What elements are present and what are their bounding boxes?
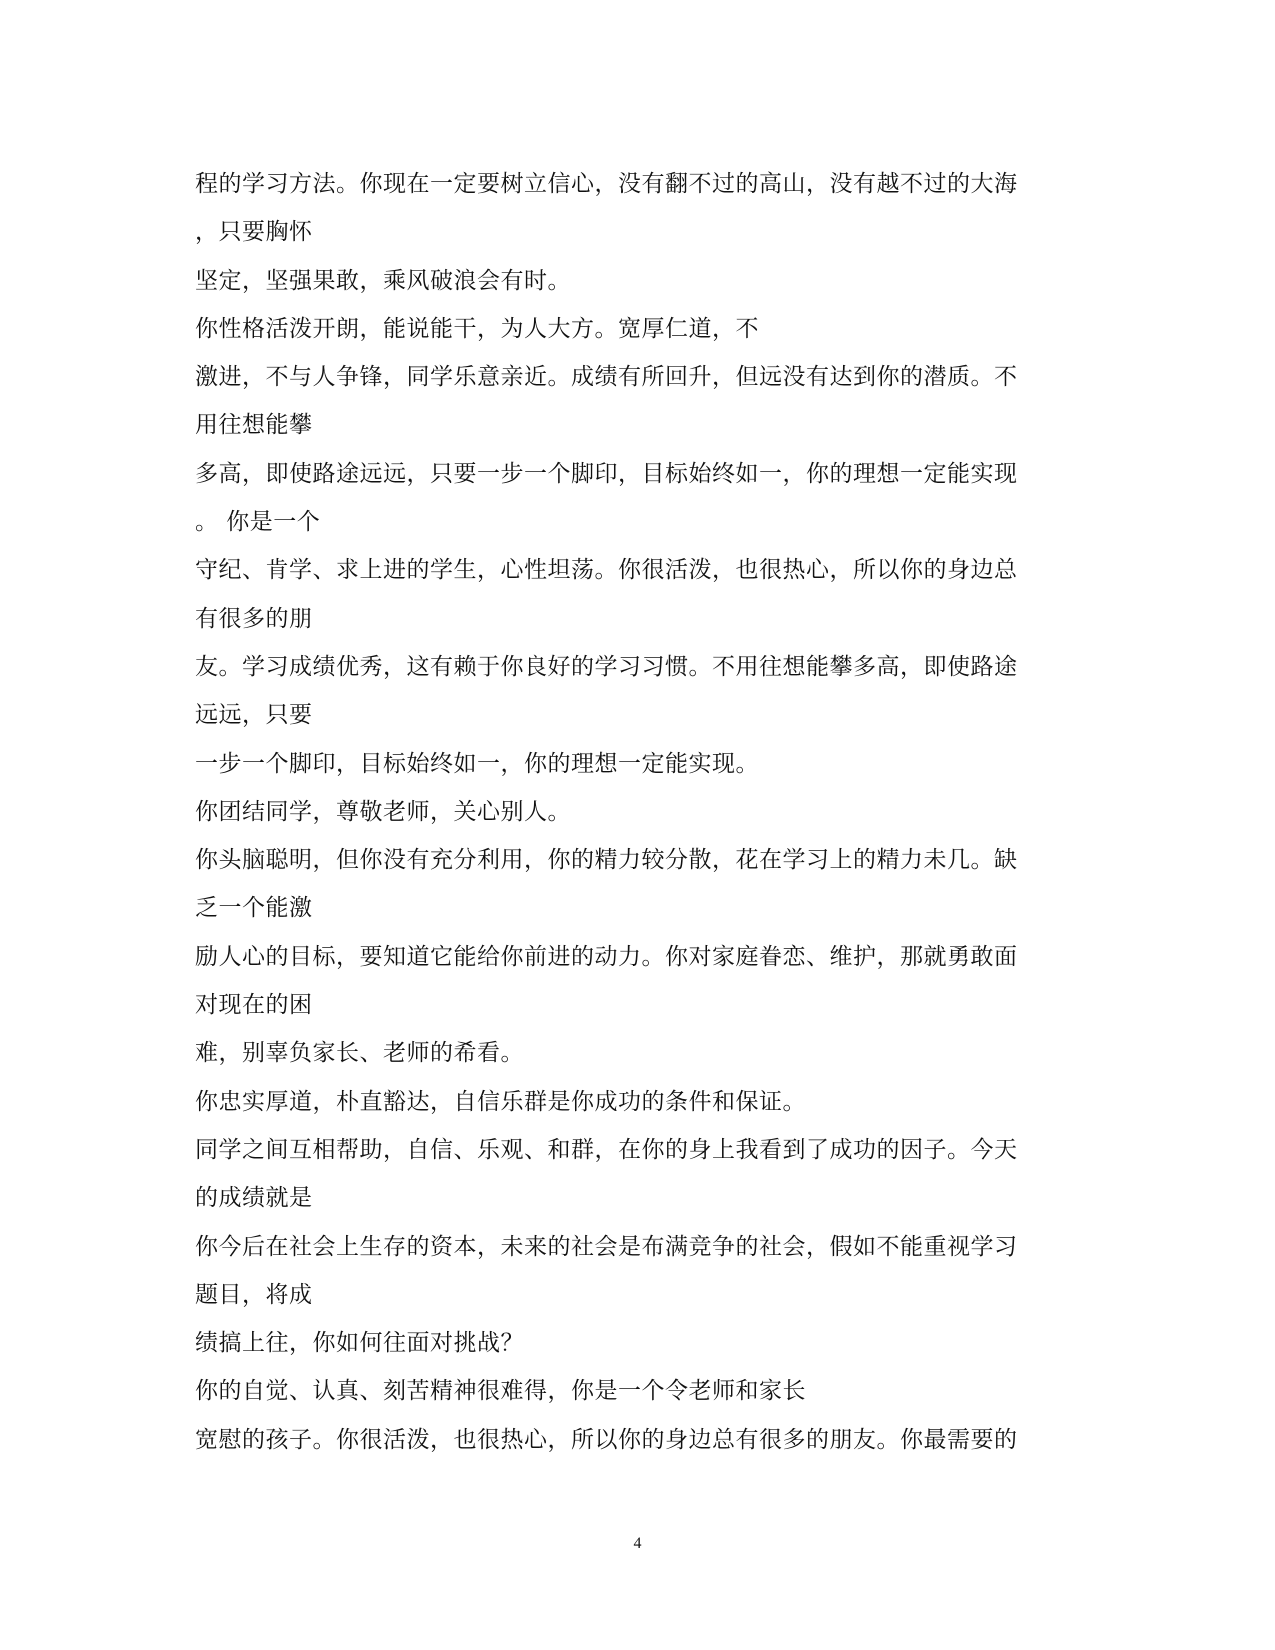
text-line: 程的学习方法。你现在一定要树立信心，没有翻不过的高山，没有越不过的大海	[195, 171, 1018, 197]
text-line: 你团结同学，尊敬老师，关心别人。	[195, 798, 571, 825]
text-line: 坚定，坚强果敢，乘风破浪会有时。	[195, 267, 571, 294]
text-line: 守纪、肯学、求上进的学生，心性坦荡。你很活泼，也很热心，所以你的身边总	[195, 557, 1018, 584]
text-line: 有很多的朋	[195, 605, 313, 632]
text-line: 多高，即使路途远远，只要一步一个脚印，目标始终如一，你的理想一定能实现	[195, 460, 1018, 487]
text-line: 难，别辜负家长、老师的希看。	[195, 1040, 524, 1067]
text-line: 你头脑聪明，但你没有充分利用，你的精力较分散，花在学习上的精力未几。缺	[195, 847, 1018, 874]
page-number: 4	[633, 1535, 642, 1552]
text-line: 你的自觉、认真、刻苦精神很难得，你是一个令老师和家长	[195, 1378, 806, 1405]
text-line: 的成绩就是	[195, 1185, 313, 1212]
text-line: 一步一个脚印，目标始终如一，你的理想一定能实现。	[195, 750, 759, 777]
text-line: 用往想能攀	[195, 412, 313, 439]
text-line: 激进，不与人争锋，同学乐意亲近。成绩有所回升，但远没有达到你的潜质。不	[195, 364, 1018, 391]
text-line: 你忠实厚道，朴直豁达，自信乐群是你成功的条件和保证。	[195, 1088, 806, 1115]
text-line: 绩搞上往，你如何往面对挑战？	[195, 1330, 524, 1357]
text-line: 对现在的困	[195, 992, 313, 1019]
text-line: 友。学习成绩优秀，这有赖于你良好的学习习惯。不用往想能攀多高，即使路途	[195, 653, 1018, 680]
text-line: 题目，将成	[195, 1281, 313, 1308]
text-line: 同学之间互相帮助，自信、乐观、和群，在你的身上我看到了成功的因子。今天	[195, 1136, 1018, 1163]
text-line: 远远，只要	[195, 702, 313, 729]
text-line: 。 你是一个	[195, 509, 321, 536]
text-line: 你今后在社会上生存的资本，未来的社会是布满竞争的社会，假如不能重视学习	[195, 1233, 1018, 1260]
text-line: 乏一个能激	[195, 895, 313, 922]
text-line: 励人心的目标，要知道它能给你前进的动力。你对家庭眷恋、维护，那就勇敢面	[195, 943, 1018, 970]
text-line: 宽慰的孩子。你很活泼，也很热心，所以你的身边总有很多的朋友。你最需要的	[195, 1426, 1018, 1453]
body-text	[195, 160, 1085, 1464]
text-line: 你性格活泼开朗，能说能干，为人大方。宽厚仁道，不	[195, 315, 759, 342]
text-line: ，只要胸怀	[195, 219, 313, 246]
